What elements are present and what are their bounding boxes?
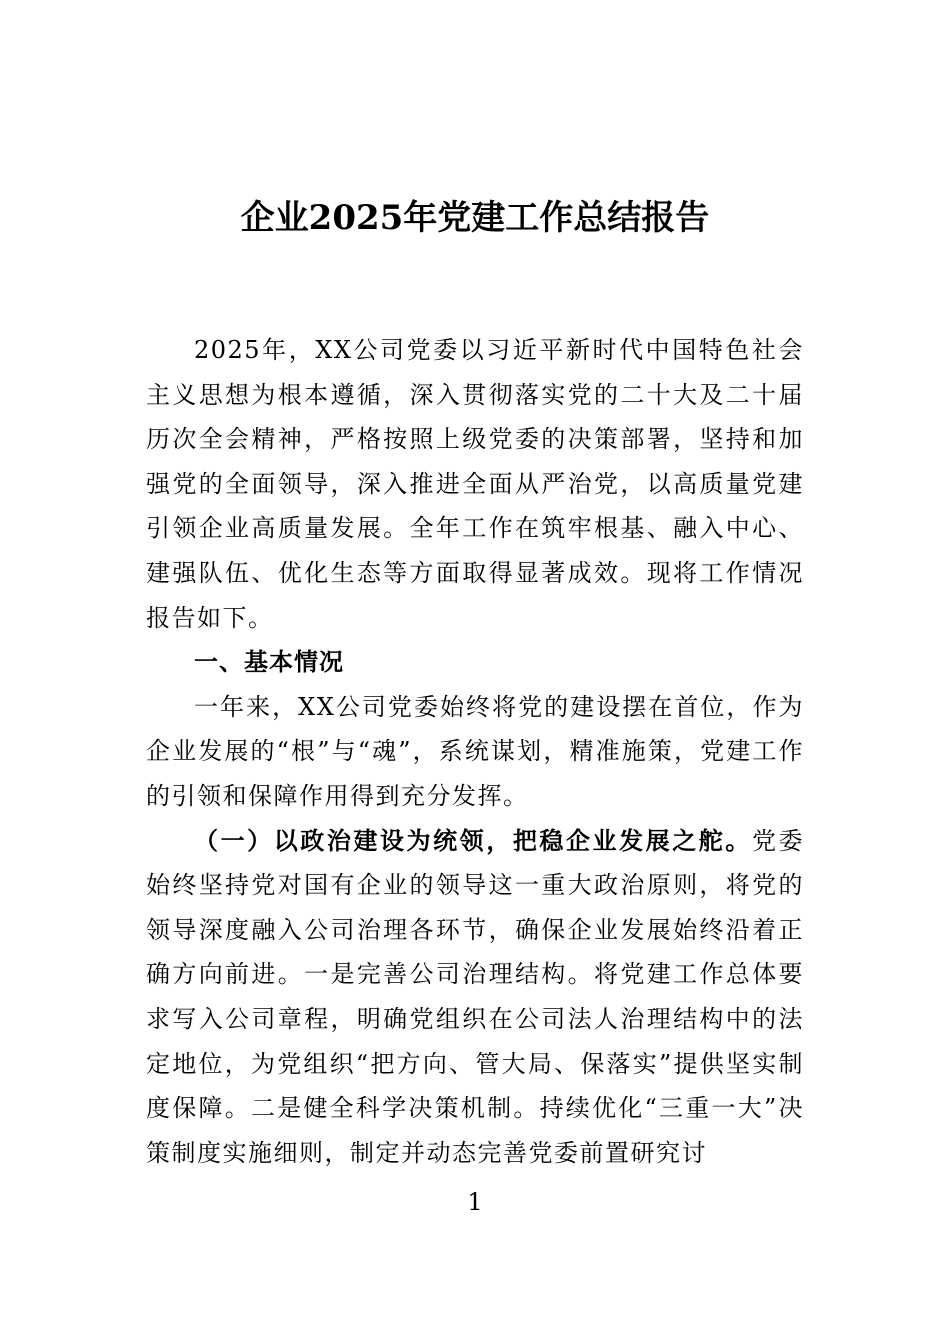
item-paragraph bbox=[146, 819, 804, 1176]
section-paragraph: 一年来，XX公司党委始终将党的建设摆在首位，作为企业发展的“根”与“魂”，系统谋划，精准施策，党建工作的引领和保障作用得到充分发挥。 bbox=[146, 692, 804, 810]
intro-paragraph: 2025年，XX公司党委以习近平新时代中国特色社会主义思想为根本遵循，深入贯彻落实党的二十大及二十届历次全会精神，严格按照上级党委的决策部署，坚持和加强党的全面领导，深入推进全面从严治党，以高质量党建引领企业高质量发展。全年工作在筑牢根基、融入中心、建强队伍、优化生态等方面取得显著成效。现将工作情况报告如下。 bbox=[146, 336, 804, 632]
section-heading-basic-situation: 一、基本情况 bbox=[194, 648, 344, 677]
page-number: 1 bbox=[467, 1188, 483, 1216]
item-body-text: 党委始终坚持党对国有企业的领导这一重大政治原则，将党的领导深度融入公司治理各环节，确保企业发展始终沿着正确方向前进。一是完善公司治理结构。将党建工作总体要求写入公司章程，明确党组织在公司法人治理结构中的法定地位，为党组织“把方向、管大局、保落实”提供坚实制度保障。二是健全科学决策机制。持续优化“三重一大”决策制度实施细则，制定并动态完善党委前置研究讨 bbox=[146, 826, 805, 1167]
item-lead-text: （一）以政治建设为统领，把稳企业发展之舵。 bbox=[194, 825, 752, 855]
document-body bbox=[146, 328, 804, 1175]
document-title: 企业2025年党建工作总结报告 bbox=[240, 198, 710, 238]
